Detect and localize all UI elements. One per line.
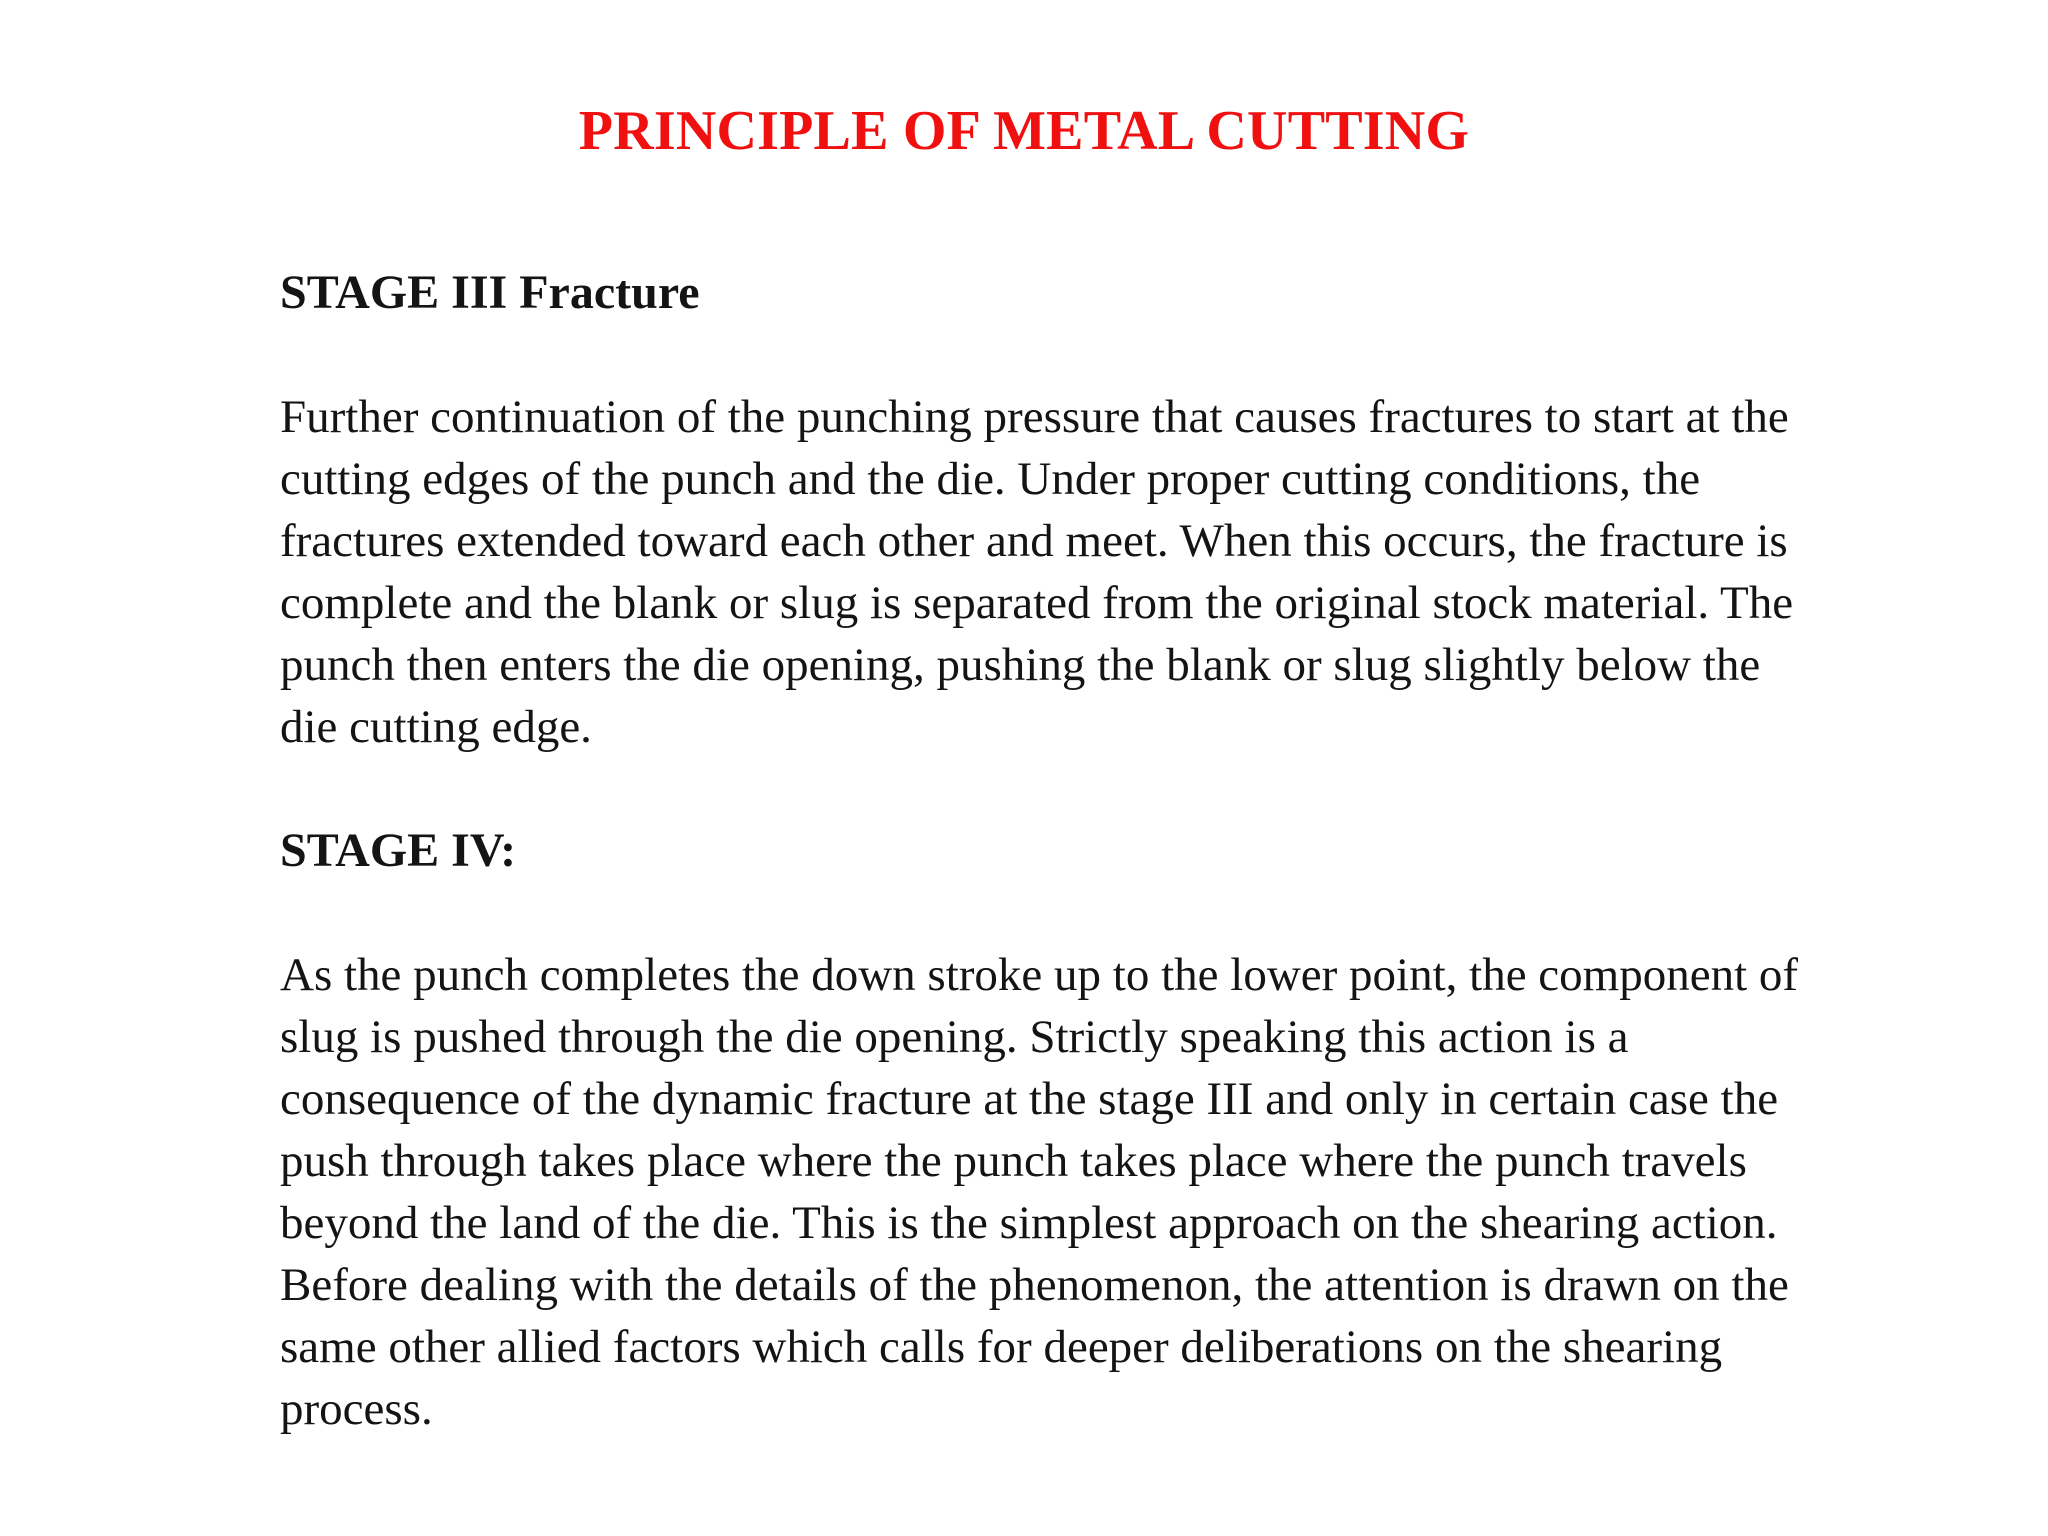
spacer (280, 882, 1980, 944)
spacer (280, 758, 1980, 820)
section-heading-stage-4: STAGE IV: (280, 824, 517, 877)
section-body-stage-3: Further continuation of the punching pressure that causes fractures to start at the cutting edges of the punch and the die. Under proper cutting conditions, the fractures extended toward each other and meet. When this occurs, the fracture is complete and the blank or slug is separated from the original stock material. The punch then enters the die opening, pushing the blank or slug slightly below the die cutting edge. (280, 391, 1794, 753)
slide-title: PRINCIPLE OF METAL CUTTING (578, 100, 1470, 162)
spacer (280, 324, 1980, 386)
section-body-stage-4: As the punch completes the down stroke up to the lower point, the component of slug is pushed through the die opening. Strictly speaking this action is a consequence of the dynamic fracture at the stage III and only in certain case the push through takes place where the punch takes place where the punch travels beyond the land of the die. This is the simplest approach on the shearing action. Before dealing with the details of the phenomenon, the attention is drawn on the same other allied factors which calls for deeper deliberations on the shearing process. (280, 949, 1799, 1435)
slide-content (280, 262, 1980, 1440)
section-heading-stage-3: STAGE III Fracture (280, 266, 700, 319)
